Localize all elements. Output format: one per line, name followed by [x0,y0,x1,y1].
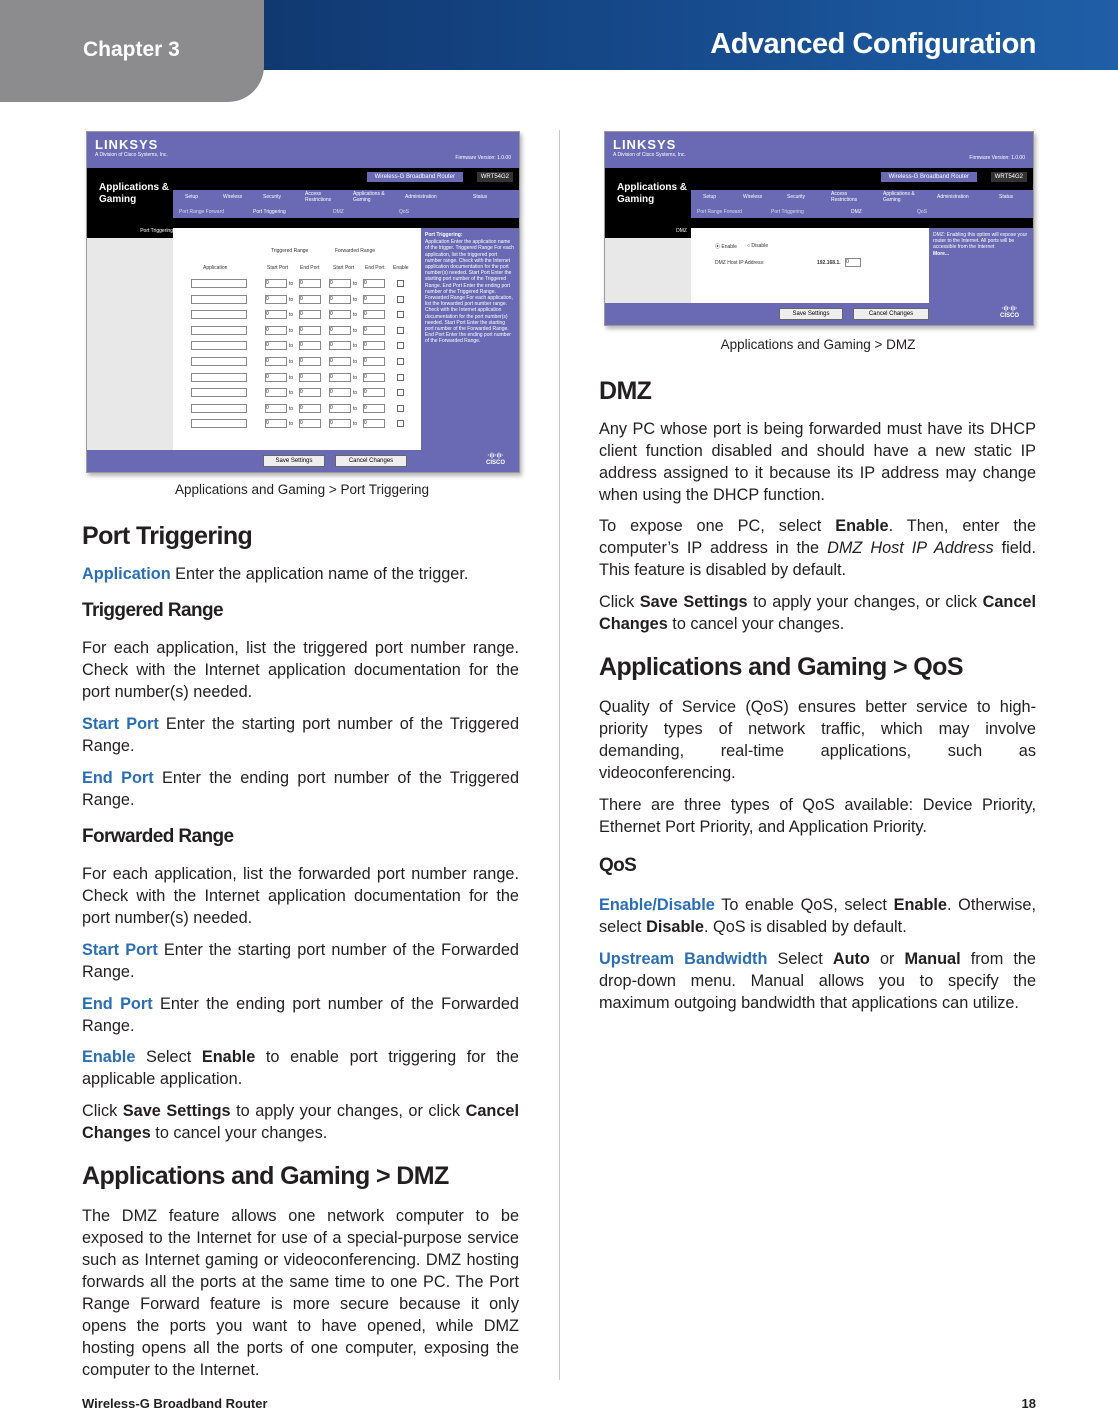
screenshot-dmz [604,131,1034,326]
chapter-label: Chapter 3 [83,38,180,61]
linksys-logo-2: LINKSYS [613,137,677,152]
term-enable-disable: Enable/Disable [599,896,715,914]
ub-auto: Auto [832,950,870,968]
cisco-wordmark-2: CISCO [999,313,1019,319]
trig-start-input[interactable]: 0 [265,326,287,335]
submenu-port-range-forward[interactable]: Port Range Forward [179,209,225,215]
to-label: to [353,281,358,287]
to-label: to [353,327,358,334]
fwd-end-input[interactable]: 0 [363,419,385,428]
para-qos-2: There are three types of QoS available: Device Priority, Ethernet Port Priority, and Application Priority. [599,796,1036,836]
enable-checkbox[interactable] [397,405,404,412]
trig-start-input[interactable]: 0 [265,341,287,350]
text-end-port: Enter the ending port number of the Triggered Range. [82,769,519,809]
trig-start-input[interactable]: 0 [265,388,287,397]
to-label: to [353,405,358,412]
main-menu [173,190,519,206]
menu-status[interactable]: Status [473,194,488,200]
to-label: to [353,421,358,428]
trig-start-input[interactable]: 0 [265,310,287,319]
dmz2-field: DMZ Host IP Address [827,539,994,557]
ed-enable: Enable [893,896,947,914]
para-fwd-end-port [82,993,519,1037]
sidebar-label: Port Triggering [87,228,173,238]
enable-checkbox[interactable] [397,327,404,334]
enable-checkbox[interactable] [397,311,404,318]
para-enable-disable [599,894,1036,938]
router-bottom-bar [87,450,519,472]
ub-b: or [869,950,905,968]
screenshot-port-triggering [86,131,520,473]
save-settings-button-2[interactable]: Save Settings [779,308,843,320]
click-left-c: to cancel your changes. [150,1124,328,1142]
fwd-end-input[interactable]: 0 [363,404,385,413]
footer-product: Wireless-G Broadband Router [82,1396,268,1411]
cancel-changes-button[interactable]: Cancel Changes [335,455,407,467]
para-triggered: For each application, list the triggered port number range. Check with the Internet application documentation for the port number(s) needed. [82,639,519,701]
col-triggered-range: Triggered Range [271,248,309,254]
para-start-port [82,713,519,757]
heading-dmz: DMZ [599,377,652,405]
click-left-cancel: Cancel Changes [82,1102,519,1142]
click-right-a: Click [599,593,640,611]
to-label: to [289,405,294,412]
ed-a: To enable QoS, select [714,896,894,914]
to-label: to [289,390,294,397]
to-label: to [353,312,358,319]
fwd-start-input[interactable]: 0 [329,295,351,304]
app-name-input[interactable] [191,357,247,366]
disable-radio[interactable]: ○ Disable [747,243,769,249]
menu-security-2[interactable]: Security [787,194,806,200]
heading-triggered-range: Triggered Range [82,600,223,621]
click-right-save: Save Settings [639,593,748,611]
app-name-input[interactable] [191,310,247,319]
dmz2-c: field. This feature is disabled by default. [599,539,1036,579]
text-enable-c: to enable port triggering for the applicable application. [82,1048,519,1088]
ub-a: Select [767,950,833,968]
term-application: Application [82,565,171,583]
ip-prefix: 192.168.1. [817,260,841,266]
app-name-input[interactable] [191,404,247,413]
para-qos-1: Quality of Service (QoS) ensures better service to high-priority types of network traffic, which may involve demanding, real-time applications, such as videoconferencing. [599,698,1036,782]
term-enable: Enable [82,1048,136,1066]
router-sidebar [87,228,173,450]
fwd-end-input[interactable]: 0 [363,279,385,288]
col-fwd-start: Start Port [333,265,355,271]
to-label: to [289,374,294,381]
to-label: to [289,312,294,319]
term-start-port: Start Port [82,715,159,733]
heading-port-triggering: Port Triggering [82,522,253,550]
fwd-start-input[interactable]: 0 [329,326,351,335]
help-more-link[interactable]: More... [933,250,950,257]
menu-access-restrictions-2[interactable]: Access Restrictions [831,191,858,203]
help-text: Application Enter the application name of the trigger. Triggered Range For each application, list the triggered port number range. Check with the Internet application documentation for the port number(s) needed. Start Port Enter the starting port number of the Triggered Range. End Port Enter the ending port number of the Triggered Range. Forwarded Range For each application, list the forwarded port number range. Check with the Internet application documentation for the port number(s) needed. Start Port Enter the starting port number of the Forwarded Range. End Port Enter the ending port number of the Forwarded Range. [425,239,514,345]
menu-applications-gaming[interactable]: Applications & Gaming [353,191,385,203]
term-upstream-bandwidth: Upstream Bandwidth [599,950,768,968]
enable-checkbox[interactable] [397,280,404,287]
section-title: Applications & Gaming [99,182,170,205]
help-panel [421,228,519,450]
fwd-end-input[interactable]: 0 [363,295,385,304]
column-divider [559,130,560,1380]
menu-administration-2[interactable]: Administration [937,194,969,200]
term-fwd-start-port: Start Port [82,941,158,959]
save-settings-button[interactable]: Save Settings [263,455,325,467]
col-trig-end: End Port [300,265,320,271]
logo-subtitle: A Division of Cisco Systems, Inc. [95,152,168,158]
trig-start-input[interactable]: 0 [265,419,287,428]
para-dmz-2 [599,515,1036,581]
trig-start-input[interactable]: 0 [265,373,287,382]
router-bottom-bar-2 [605,303,1033,325]
to-label: to [289,296,294,303]
enable-checkbox[interactable] [397,358,404,365]
ed-disable: Disable [646,918,704,936]
para-dmz-intro: The DMZ feature allows one network computer to be exposed to the Internet for use of a special-purpose service such as Internet gaming or videoconferencing. DMZ hosting forwards all the ports at the same time to one PC. The Port Range Forward feature is more secure because it only opens the ports you want to have opened, while DMZ hosting opens all the ports of one computer, exposing the computer to the Internet. [82,1207,519,1379]
para-application [82,563,519,585]
fwd-end-input[interactable]: 0 [363,388,385,397]
menu-security[interactable]: Security [263,194,282,200]
submenu-port-range-forward-2[interactable]: Port Range Forward [697,209,743,215]
trig-start-input[interactable]: 0 [265,404,287,413]
col-enable: Enable [393,265,409,271]
text-enable-a: Select [135,1048,202,1066]
app-name-input[interactable] [191,341,247,350]
col-trig-start: Start Port [267,265,289,271]
section-title-2: Applications & Gaming [617,182,688,205]
click-right-b: to apply your changes, or click [747,593,983,611]
text-fwd-end-port: Enter the ending port number of the Forwarded Range. [82,995,519,1035]
caption-port-triggering: Applications and Gaming > Port Triggering [174,482,429,497]
router-nav-2 [691,168,1033,228]
help-panel-2 [929,228,1033,303]
disable-radio-label: Disable [751,243,769,249]
help-title: Port Triggering: [425,232,463,238]
sidebar-label-2: DMZ [605,228,691,238]
app-name-input[interactable] [191,419,247,428]
heading-dmz-section: Applications and Gaming > DMZ [82,1162,449,1190]
click-right-cancel: Cancel Changes [599,593,1036,633]
fwd-start-input[interactable]: 0 [329,373,351,382]
menu-wireless-2[interactable]: Wireless [743,194,763,200]
to-label: to [353,390,358,397]
sub-menu [173,206,519,218]
heading-forwarded-range: Forwarded Range [82,826,234,847]
submenu-dmz-2[interactable]: DMZ [851,209,862,215]
router-sidebar-2 [605,228,691,303]
linksys-logo: LINKSYS [95,137,159,152]
trig-end-input[interactable]: 0 [299,279,321,288]
menu-wireless[interactable]: Wireless [223,194,243,200]
trig-end-input[interactable]: 0 [299,373,321,382]
enable-checkbox[interactable] [397,342,404,349]
trig-end-input[interactable]: 0 [299,419,321,428]
product-name: Wireless-G Broadband Router [367,172,463,182]
menu-applications-gaming-2[interactable]: Applications & Gaming [883,191,915,203]
to-label: to [353,359,358,365]
trig-end-input[interactable]: 0 [299,326,321,335]
sub-menu-2 [691,206,1033,218]
enable-checkbox[interactable] [397,296,404,303]
footer-page-number: 18 [1021,1396,1036,1411]
trig-end-input[interactable]: 0 [299,295,321,304]
router-topbar [87,132,519,168]
to-label: to [289,343,294,350]
logo-subtitle-2: A Division of Cisco Systems, Inc. [613,152,686,158]
trig-end-input[interactable]: 0 [299,341,321,350]
menu-setup-2[interactable]: Setup [703,194,717,200]
app-name-input[interactable] [191,279,247,288]
ed-c: . QoS is disabled by default. [703,918,907,936]
enable-checkbox[interactable] [397,389,404,396]
caption-dmz: Applications and Gaming > DMZ [720,337,916,352]
model-number-2: WRT54G2 [991,172,1027,182]
submenu-qos-2[interactable]: QoS [917,209,928,215]
to-label: to [289,421,294,428]
fwd-end-input[interactable]: 0 [363,357,385,366]
menu-administration[interactable]: Administration [405,194,437,200]
fwd-start-input[interactable]: 0 [329,357,351,366]
text-application: Enter the application name of the trigger. [170,565,469,583]
cisco-logo: ·ı|ı·ı|ı· CISCO [485,453,505,466]
enable-radio-label: Enable [721,244,737,250]
term-fwd-end-port: End Port [82,995,153,1013]
ed-b: . Otherwise, select [599,896,1036,936]
firmware-version: Firmware Version: 1.0.00 [455,155,511,161]
text-enable-b: Enable [201,1048,256,1066]
to-label: to [353,343,358,350]
main-menu-2 [691,190,1033,206]
enable-radio[interactable]: ⦿ Enable [715,244,737,250]
to-label: to [353,374,358,381]
fwd-end-input[interactable]: 0 [363,326,385,335]
heading-qos: QoS [599,855,637,876]
fwd-end-input[interactable]: 0 [363,373,385,382]
fwd-end-input[interactable]: 0 [363,310,385,319]
text-fwd-start-port: Enter the starting port number of the Forwarded Range. [82,941,519,981]
app-name-input[interactable] [191,388,247,397]
to-label: to [289,327,294,334]
text-start-port: Enter the starting port number of the Triggered Range. [82,715,519,755]
submenu-port-triggering-2[interactable]: Port Triggering [771,209,804,215]
submenu-qos[interactable]: QoS [399,209,410,215]
click-left-a: Click [82,1102,123,1120]
dmz2-a: To expose one PC, select [599,517,836,535]
ub-manual: Manual [904,950,961,968]
router-topbar-2 [605,132,1033,168]
trig-start-input[interactable]: 0 [265,279,287,288]
trig-end-input[interactable]: 0 [299,310,321,319]
dmz2-b: . Then, enter the computer’s IP address in the [599,517,1036,557]
click-left-b: to apply your changes, or click [230,1102,466,1120]
para-fwd-start-port [82,939,519,983]
fwd-start-input[interactable]: 0 [329,279,351,288]
to-label: to [289,359,294,365]
fwd-start-input[interactable]: 0 [329,310,351,319]
term-end-port: End Port [82,769,154,787]
click-right-c: to cancel your changes. [667,615,845,633]
app-name-input[interactable] [191,373,247,382]
menu-access-restrictions[interactable]: Access Restrictions [305,191,332,203]
menu-setup[interactable]: Setup [185,194,199,200]
col-fwd-end: End Port [365,265,385,271]
para-click-left [82,1100,519,1144]
fwd-start-input[interactable]: 0 [329,341,351,350]
dmz-ip-input[interactable]: 0 [845,258,861,267]
submenu-port-triggering[interactable]: Port Triggering [253,209,286,215]
section-title-box-2 [605,168,691,228]
para-click-right [599,591,1036,635]
firmware-version-2: Firmware Version: 1.0.00 [969,155,1025,161]
para-upstream-bandwidth [599,948,1036,1014]
trig-start-input[interactable]: 0 [265,295,287,304]
heading-qos-section: Applications and Gaming > QoS [599,653,963,681]
trig-end-input[interactable]: 0 [299,404,321,413]
app-name-input[interactable] [191,295,247,304]
para-forwarded: For each application, list the forwarded port number range. Check with the Internet application documentation for the port number(s) needed. [82,865,519,927]
cisco-logo-2: ·ı|ı·ı|ı· CISCO [999,306,1019,319]
col-forwarded-range: Forwarded Range [335,248,376,254]
enable-checkbox[interactable] [397,420,404,427]
app-name-input[interactable] [191,326,247,335]
submenu-dmz[interactable]: DMZ [333,209,344,215]
menu-status-2[interactable]: Status [999,194,1014,200]
col-application: Application [203,265,228,271]
to-label: to [289,281,294,287]
fwd-start-input[interactable]: 0 [329,388,351,397]
fwd-start-input[interactable]: 0 [329,404,351,413]
model-number: WRT54G2 [477,172,513,182]
trig-end-input[interactable]: 0 [299,388,321,397]
fwd-start-input[interactable]: 0 [329,419,351,428]
ub-c: from the drop-down menu. Manual allows you to specify the maximum outgoing bandwidth that applications can utilize. [599,950,1036,1012]
para-dmz-1: Any PC whose port is being forwarded must have its DHCP client function disabled and should have a new static IP address assigned to it because its IP address may change when using the DHCP function. [599,420,1036,504]
to-label: to [353,296,358,303]
enable-checkbox[interactable] [397,374,404,381]
product-name-2: Wireless-G Broadband Router [881,172,977,182]
dmz-host-label: DMZ Host IP Address: [715,260,765,266]
cancel-changes-button-2[interactable]: Cancel Changes [853,308,929,320]
para-end-port [82,767,519,811]
para-enable [82,1046,519,1090]
cisco-wordmark: CISCO [485,460,505,466]
click-left-save: Save Settings [122,1102,231,1120]
router-nav [173,168,519,228]
fwd-end-input[interactable]: 0 [363,341,385,350]
help-text-2: DMZ: Enabling this option will expose your router to the Internet. All ports will be accessible from the Internet [933,232,1028,251]
section-title-box [87,168,173,228]
dmz2-enable: Enable [835,517,889,535]
trig-start-input[interactable]: 0 [265,357,287,366]
page-title: Advanced Configuration [710,28,1036,60]
trig-end-input[interactable]: 0 [299,357,321,366]
